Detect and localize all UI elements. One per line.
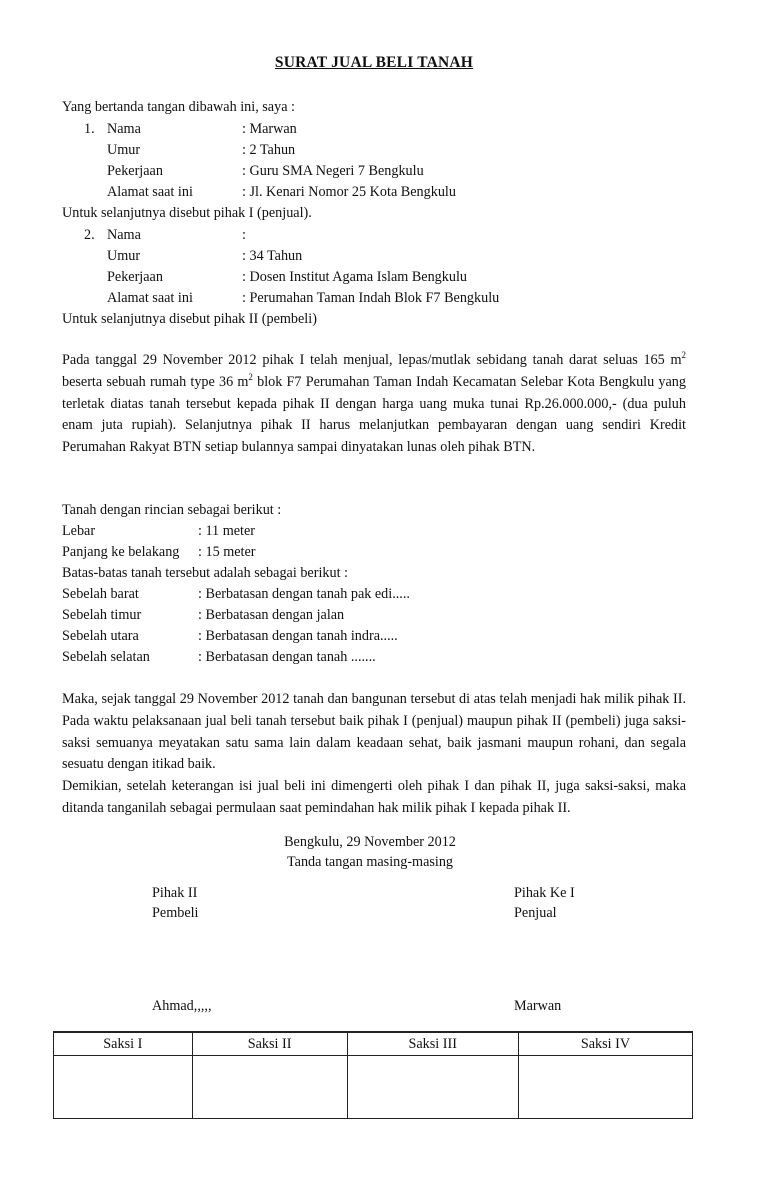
bound-row (0, 584, 768, 605)
field-label: Nama (107, 121, 141, 137)
detail-value: : 15 meter (198, 544, 256, 560)
field-label: Umur (107, 142, 141, 158)
left-party: Pihak II (152, 885, 198, 901)
field-value: : Dosen Institut Agama Islam Bengkulu (242, 269, 468, 285)
bound-row (0, 647, 768, 668)
field-value: : Guru SMA Negeri 7 Bengkulu (242, 163, 424, 179)
field-value: : Jl. Kenari Nomor 25 Kota Bengkulu (242, 184, 456, 200)
intro-text: Yang bertanda tangan dibawah ini, saya : (62, 99, 295, 115)
right-role: Penjual (514, 905, 557, 921)
party1-field-job (0, 161, 768, 182)
party2-field-job (0, 267, 768, 288)
bound-value: : Berbatasan dengan tanah ....... (198, 649, 376, 665)
witness-table (53, 1031, 693, 1119)
witness-signature-cell (347, 1056, 518, 1119)
detail-value: : 11 meter (198, 523, 255, 539)
witness-signature-cell (54, 1056, 193, 1119)
field-value: : Marwan (242, 121, 297, 137)
party1-number: 1. (84, 121, 95, 137)
left-signer-name: Ahmad,,,,, (152, 998, 212, 1014)
field-value: : 34 Tahun (242, 248, 303, 264)
sale-text-part2: beserta sebuah rumah type 36 m (62, 373, 249, 390)
field-label: Umur (107, 248, 141, 264)
field-label: Alamat saat ini (107, 290, 193, 306)
detail-row (0, 542, 768, 563)
party2-role: Untuk selanjutnya disebut pihak II (pembeli) (62, 311, 317, 327)
field-value: : (242, 227, 246, 243)
party1-field-age (0, 140, 768, 161)
bound-value: : Berbatasan dengan jalan (198, 607, 345, 623)
party2-field-address (0, 288, 768, 309)
field-label: Pekerjaan (107, 269, 163, 285)
party1-field-name (0, 119, 768, 140)
bound-label: Sebelah timur (62, 607, 142, 623)
sale-text-part3: blok F7 Perumahan Taman Indah Kecamatan Selebar Kota Bengkulu yang terletak diatas tanah tersebut kepada pihak II dengan harga uang muka tunai Rp.26.000.000,- (dua puluh enam juta rupiah). Selanjutnya pihak II harus melanjutkan pembayaran dengan uang sendiri Kredit Perumahan Rakyat BTN setiap bulannya sampai dinyatakan lunas oleh pihak BTN. (62, 373, 686, 456)
party2-field-age (0, 246, 768, 267)
detail-row (0, 521, 768, 542)
bound-row (0, 626, 768, 647)
witness-header: Saksi III (347, 1032, 518, 1056)
details-heading: Tanah dengan rincian sebagai berikut : (62, 502, 282, 518)
bound-value: : Berbatasan dengan tanah pak edi..... (198, 586, 410, 602)
detail-label: Lebar (62, 523, 96, 539)
field-label: Pekerjaan (107, 163, 163, 179)
area-superscript: 2 (681, 350, 686, 360)
bound-row (0, 605, 768, 626)
witness-signature-row (54, 1056, 693, 1119)
witness-header: Saksi II (192, 1032, 347, 1056)
sale-paragraph (62, 350, 686, 459)
witness-header-row (54, 1032, 693, 1056)
transfer-paragraph: Maka, sejak tanggal 29 November 2012 tanah dan bangunan tersebut di atas telah menjadi hak milik pihak II. Pada waktu pelaksanaan jual beli tanah tersebut baik pihak I (penjual) maupun pihak II (pembeli) juga saksi-saksi semuanya meyatakan satu sama lain dalam keadaan sehat, baik jasmani maupun rohani, dan segala sesuatu dengan itikad baik. (62, 691, 686, 773)
sale-text-part1: Pada tanggal 29 November 2012 pihak I telah menjual, lepas/mutlak sebidang tanah darat seluas 165 m (62, 352, 682, 368)
document-title: SURAT JUAL BELI TANAH (274, 54, 474, 71)
right-party: Pihak Ke I (514, 885, 575, 901)
party1-role: Untuk selanjutnya disebut pihak I (penjual). (62, 205, 312, 221)
closing-paragraph: Demikian, setelah keterangan isi jual beli ini dimengerti oleh pihak I dan pihak II, juga saksi-saksi, maka ditanda tanganilah sebagai permulaan saat pemindahan hak milik pihak I kepada pihak II. (62, 778, 686, 816)
bound-label: Sebelah barat (62, 586, 139, 602)
bounds-heading: Batas-batas tanah tersebut adalah sebagai berikut : (62, 565, 349, 581)
bound-label: Sebelah utara (62, 628, 139, 644)
field-value: : Perumahan Taman Indah Blok F7 Bengkulu (242, 290, 500, 306)
right-signer-name: Marwan (514, 998, 562, 1014)
area-superscript: 2 (248, 371, 253, 382)
field-label: Nama (107, 227, 141, 243)
witness-header: Saksi I (54, 1032, 193, 1056)
detail-label: Panjang ke belakang (62, 544, 180, 560)
field-label: Alamat saat ini (107, 184, 193, 200)
witness-header: Saksi IV (518, 1032, 692, 1056)
bound-value: : Berbatasan dengan tanah indra..... (198, 628, 398, 644)
bound-label: Sebelah selatan (62, 649, 150, 665)
left-role: Pembeli (152, 905, 199, 921)
witness-signature-cell (192, 1056, 347, 1119)
sign-note: Tanda tangan masing-masing (286, 854, 454, 870)
place-date: Bengkulu, 29 November 2012 (284, 834, 456, 850)
party2-number: 2. (84, 227, 95, 243)
witness-signature-cell (518, 1056, 692, 1119)
party1-field-address (0, 182, 768, 203)
field-value: : 2 Tahun (242, 142, 296, 158)
party2-field-name (0, 225, 768, 246)
